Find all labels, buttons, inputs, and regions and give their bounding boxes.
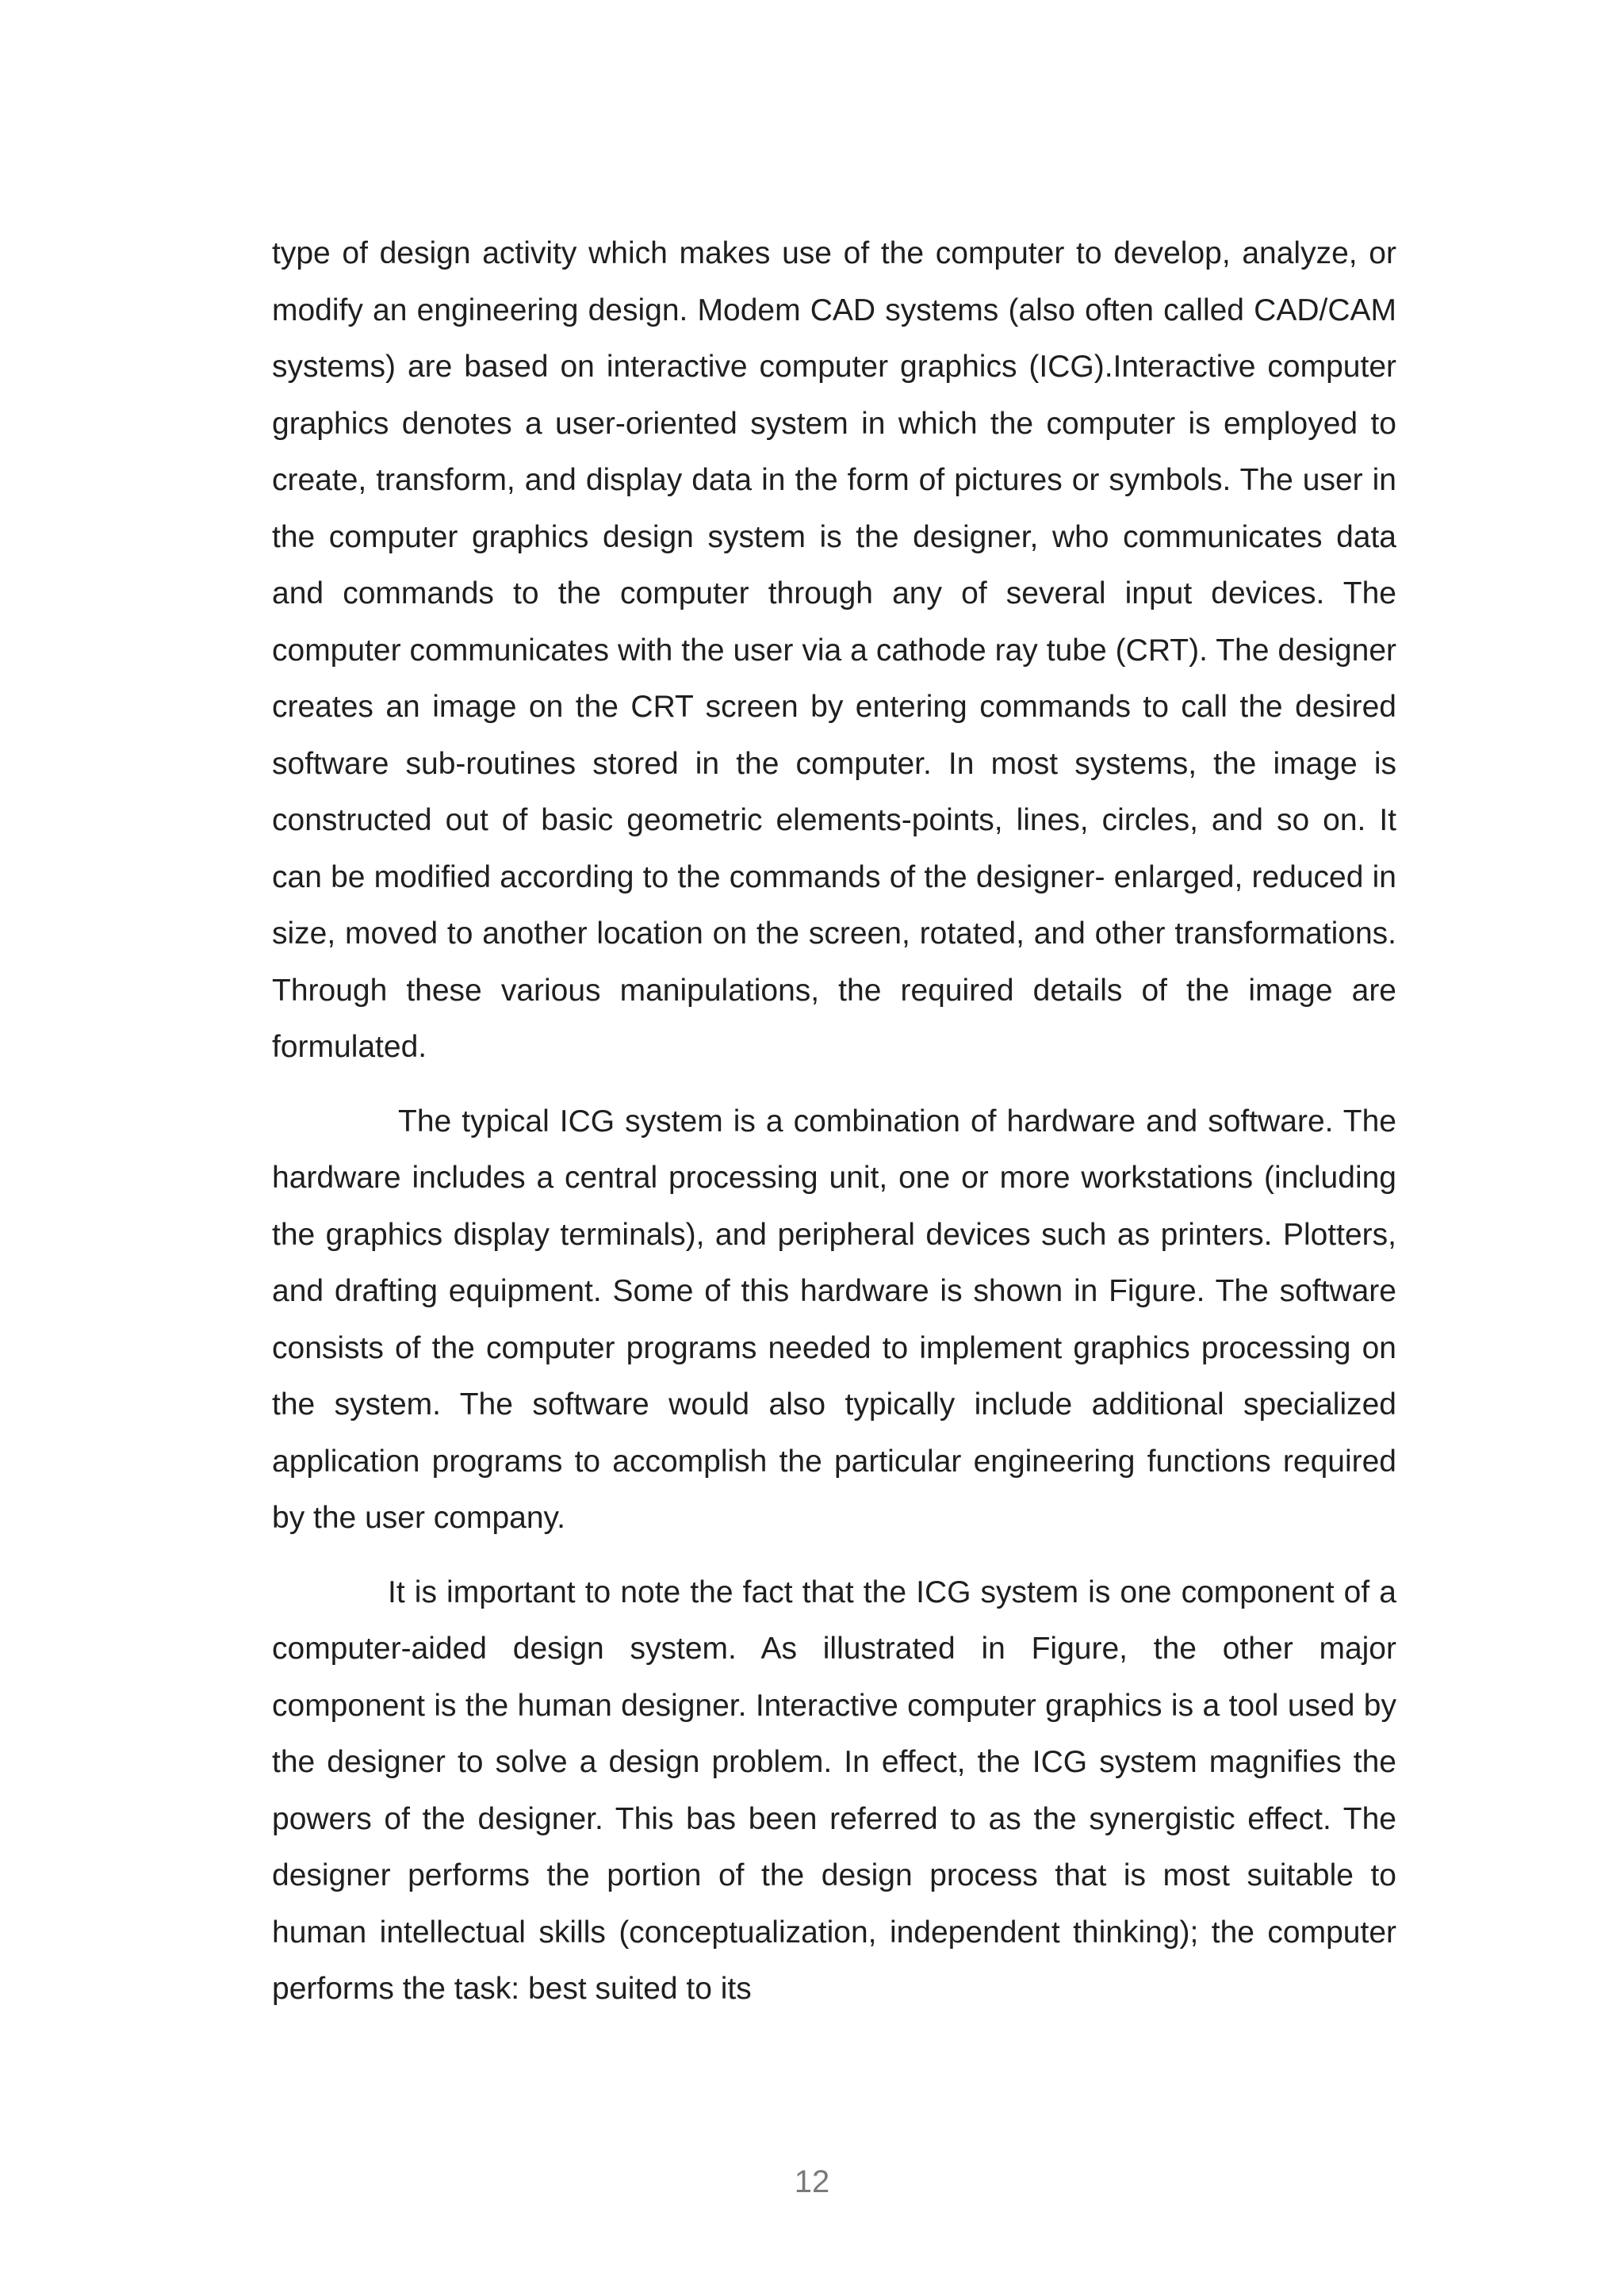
- paragraph-icg-component: It is important to note the fact that the ICG system is one component of a computer-aided design system. As illustrated in Figure, the other major component is the human designer. Interactive computer graphics is a tool used by the designer to solve a design problem. In effect, the ICG system magnifies the powers of the designer. This bas been referred to as the synergistic effect. The designer performs the portion of the design process that is most suitable to human intellectual skills (conceptualization, independent thinking); the computer performs the task: best suited to its: [272, 1575, 1396, 2006]
- paragraph-icg-hardware-software: The typical ICG system is a combination of hardware and software. The hardware includes a central processing unit, one or more workstations (including the graphics display terminals), and peripheral devices such as printers. Plotters, and drafting equipment. Some of this hardware is shown in Figure. The software consists of the computer programs needed to implement graphics processing on the system. The software would also typically include additional specialized application programs to accomplish the particular engineering functions required by the user company.: [272, 1104, 1396, 1535]
- paragraph-cad-icg-intro: type of design activity which makes use of the computer to develop, analyze, or modify an engineering design. Modem CAD systems (also often called CAD/CAM systems) are based on interactive computer graphics (ICG).Interactive computer graphics denotes a user-oriented system in which the computer is employed to create, transform, and display data in the form of pictures or symbols. The user in the computer graphics design system is the designer, who communicates data and commands to the computer through any of several input devices. The computer communicates with the user via a cathode ray tube (CRT). The designer creates an image on the CRT screen by entering commands to call the desired software sub-routines stored in the computer. In most systems, the image is constructed out of basic geometric elements-points, lines, circles, and so on. It can be modified according to the commands of the designer- enlarged, reduced in size, moved to another location on the screen, rotated, and other transformations. Through these various manipulations, the required details of the image are formulated.: [272, 236, 1396, 1064]
- page-body: [272, 225, 1396, 2018]
- page-number: 12: [794, 2164, 830, 2199]
